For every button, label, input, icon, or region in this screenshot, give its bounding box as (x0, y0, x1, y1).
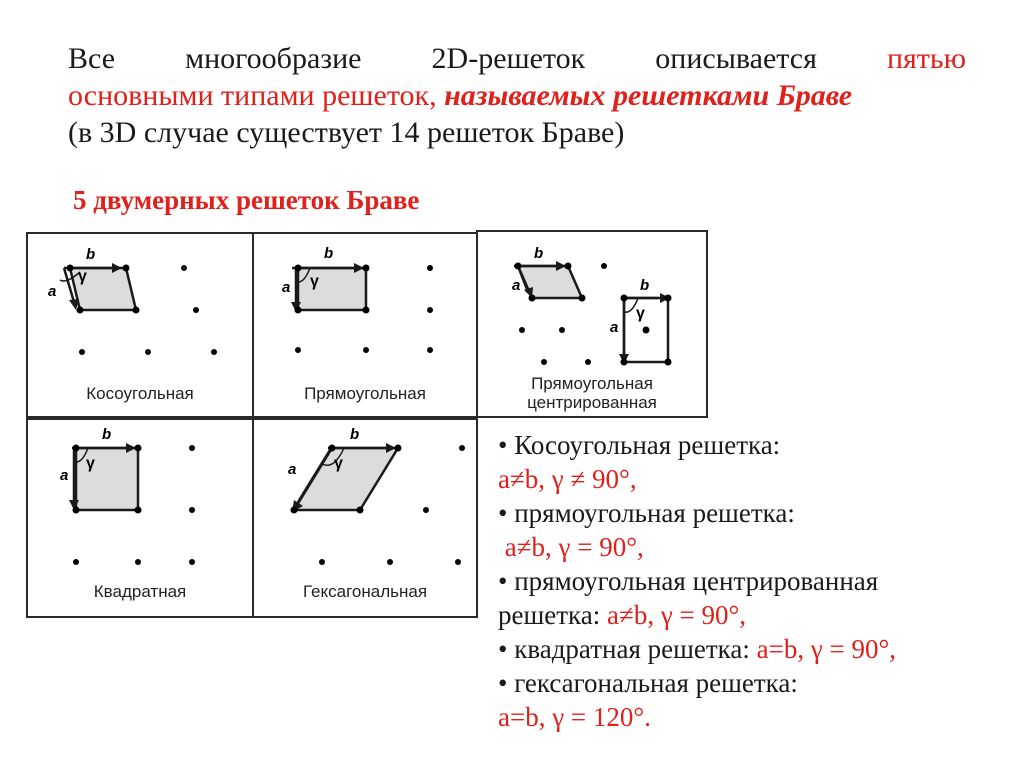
panel-label-line-1: Прямоугольная (531, 374, 653, 393)
lattice-point (135, 445, 142, 452)
lattice-point (193, 307, 199, 313)
lattice-point (427, 265, 433, 271)
lattice-point (189, 507, 195, 513)
intro-line-1 (68, 40, 966, 77)
lattice-point (295, 307, 302, 314)
lattice-panel-rectangular (252, 232, 478, 418)
lattice-point (145, 349, 151, 355)
intro-paragraph (68, 40, 966, 151)
list-item: a≠b, γ ≠ 90°, (498, 464, 637, 494)
list-item: • прямоугольная центрированная (498, 566, 879, 596)
panel-label: Квадратная (93, 582, 187, 601)
lattice-point (73, 559, 79, 565)
section-title: 5 двумерных решеток Браве (73, 185, 420, 215)
lattice-panel-hexagonal (252, 418, 478, 618)
lattice-point (135, 559, 141, 565)
intro-word: 2D-решеток (431, 42, 586, 75)
lattice-point (123, 265, 130, 272)
lattice-point (579, 295, 586, 302)
lattice-point (79, 349, 85, 355)
panel-label: Гексагональная (302, 582, 428, 601)
intro-highlight: основными типами решеток, (68, 79, 437, 112)
lattice-panel-square (26, 418, 254, 618)
lattice-point (427, 307, 433, 313)
lattice-point (363, 307, 370, 314)
lattice-point (559, 327, 565, 333)
lattice-point (519, 327, 525, 333)
vector-a-label: a (512, 277, 521, 294)
intro-word-highlight: пятью (886, 42, 966, 75)
lattice-point (427, 347, 433, 353)
vector-a-label: a (288, 461, 297, 478)
lattice-point (135, 507, 142, 514)
lattice-point (395, 445, 402, 452)
angle-label: γ (334, 455, 343, 472)
lattice-point (211, 349, 217, 355)
list-item: a≠b, γ = 90°, (498, 532, 644, 562)
lattice-point (189, 559, 195, 565)
vector-b-label: b (350, 426, 360, 443)
list-item: • гексагональная решетка: (498, 668, 798, 698)
vector-b-label: b (86, 246, 96, 263)
lattice-point (665, 295, 672, 302)
vector-b-label: b (640, 277, 650, 294)
angle-label: γ (310, 273, 319, 290)
lattice-point (133, 307, 140, 314)
vector-b-label: b (534, 245, 544, 262)
lattice-point (459, 445, 465, 451)
lattice-point (295, 347, 301, 353)
lattice-point (423, 507, 429, 513)
lattice-point (363, 265, 370, 272)
lattice-point (73, 445, 80, 452)
lattice-point (565, 263, 572, 270)
lattice-point (601, 263, 607, 269)
lattice-panel-oblique (26, 232, 254, 418)
vector-b-label: b (324, 245, 334, 262)
lattice-point (621, 359, 628, 366)
unit-cell (298, 268, 366, 310)
lattice-point (455, 559, 461, 565)
lattice-point (529, 295, 536, 302)
lattice-point (515, 263, 522, 270)
list-item: решетка: a≠b, γ = 90°, (498, 600, 747, 630)
vector-a-label: a (60, 467, 69, 484)
intro-line-2 (68, 77, 966, 114)
lattice-point (621, 295, 628, 302)
panel-label-line-2: центрированная (527, 393, 657, 412)
vector-a-label: a (282, 279, 291, 296)
lattice-point (73, 507, 80, 514)
list-item: • Косоугольная решетка: (498, 430, 781, 460)
lattice-point (67, 265, 74, 272)
lattice-point (291, 507, 298, 514)
lattice-point (329, 445, 336, 452)
intro-word: Все (68, 42, 116, 75)
panel-label: Прямоугольная (304, 384, 426, 403)
lattice-properties-list (498, 428, 1018, 734)
lattice-point (585, 359, 591, 365)
list-item: • квадратная решетка: a=b, γ = 90°, (498, 634, 897, 664)
lattice-panel-centered-rectangular (476, 230, 708, 418)
lattice-point (319, 559, 325, 565)
lattice-point-centre (643, 327, 650, 334)
lattice-point (181, 265, 187, 271)
lattice-point (295, 265, 302, 272)
vector-a-label: a (48, 283, 57, 300)
list-item: • прямоугольная решетка: (498, 498, 795, 528)
lattice-point (541, 359, 547, 365)
intro-word: описывается (655, 42, 817, 75)
intro-emphasis: называемых решетками Браве (444, 79, 853, 112)
angle-label: γ (86, 455, 95, 472)
list-item: a=b, γ = 120°. (498, 702, 651, 732)
panel-label: Косоугольная (86, 384, 194, 403)
lattice-point (665, 359, 672, 366)
vector-a-label: a (610, 319, 619, 336)
intro-word: многообразие (185, 42, 362, 75)
intro-line-3: (в 3D случае существует 14 решеток Браве) (68, 116, 625, 149)
unit-cell (294, 448, 398, 510)
lattice-point (189, 445, 195, 451)
lattice-point (387, 559, 393, 565)
lattice-point (357, 507, 364, 514)
vector-b-label: b (102, 426, 112, 443)
angle-label: γ (78, 268, 87, 285)
lattice-point (363, 347, 369, 353)
lattice-point (77, 307, 84, 314)
angle-label: γ (636, 305, 645, 322)
